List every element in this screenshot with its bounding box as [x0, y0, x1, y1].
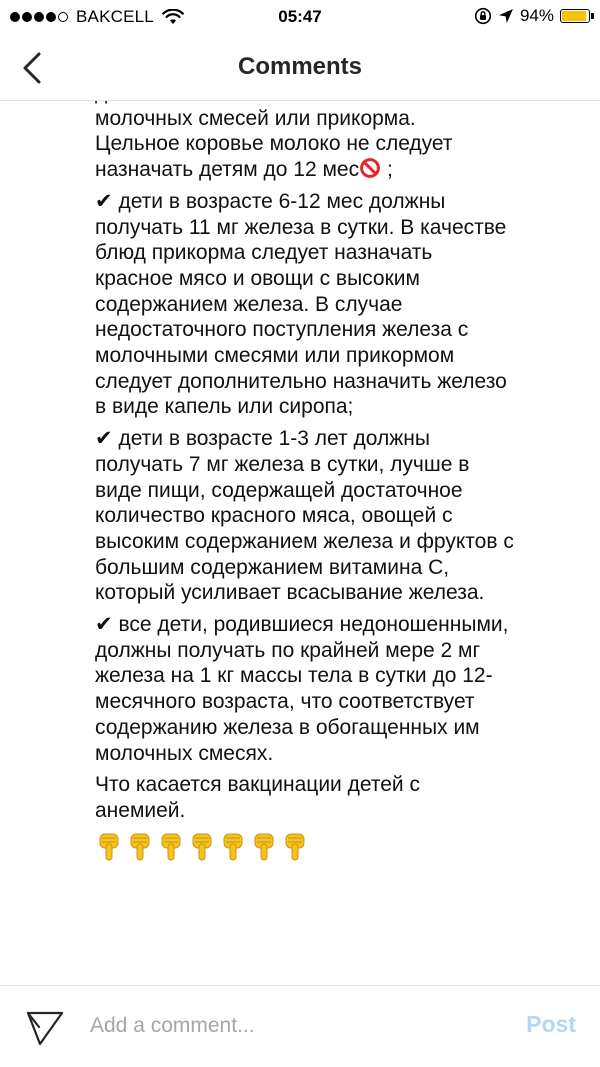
location-arrow-icon — [498, 8, 514, 24]
comment-line-tail: ; — [381, 158, 393, 182]
comment-line: молочных смесей или прикорма. — [95, 106, 416, 130]
comment-text — [95, 80, 515, 862]
pointing-down-hand-icon — [188, 832, 216, 862]
battery-percent: 94% — [519, 6, 554, 25]
no-entry-icon — [359, 157, 381, 179]
pointing-emoji-row — [95, 832, 515, 862]
battery-fill — [562, 11, 586, 21]
page-title: Comments — [237, 53, 363, 80]
comment-paragraph — [95, 426, 515, 606]
paragraph-text: дети в возрасте 1-3 лет должны получать 7 мг железа в сутки, лучше в виде пищи, содержащей достаточное количество красного мяса, овощей с высоким содержанием железа и фруктов с большим содержанием витамина С, который усиливает всасывание железа. — [95, 427, 514, 605]
comment-input[interactable] — [90, 1008, 490, 1044]
carrier-name: BAKCELL — [76, 7, 154, 26]
pointing-down-hand-icon — [281, 832, 309, 862]
pointing-down-hand-icon — [157, 832, 185, 862]
navigation-bar — [0, 36, 600, 101]
status-bar — [0, 0, 600, 36]
comment-paragraph — [95, 189, 515, 420]
paragraph-text: все дети, родившиеся недоношенными, должны получать по крайней мере 2 мг железа на 1 кг массы тела в сутки до 12-месячного возраста, что соответствует содержанию железа в обогащенных им молочных смесях. — [95, 613, 509, 765]
paragraph-text: дети в возрасте 6-12 мес должны получать 11 мг железа в сутки. В качестве блюд прикорма следует назначать красное мясо и овощи с высоким содержанием железа. В случае недостаточного поступления железа с молочными смесями или прикормом следует дополнительно назначить железо в виде капель или сиропа; — [95, 189, 507, 419]
status-right — [474, 6, 590, 26]
comment-composer — [0, 985, 600, 1067]
battery-icon — [560, 9, 590, 23]
comment-paragraph — [95, 772, 515, 823]
paragraph-text: Что касается вакцинации детей с анемией. — [95, 773, 420, 822]
post-button[interactable]: Post — [526, 1011, 576, 1037]
comment-paragraph — [95, 106, 515, 183]
status-time: 05:47 — [278, 7, 322, 26]
send-paper-plane-icon[interactable] — [26, 1010, 64, 1046]
battery-nub — [591, 13, 594, 19]
comment-line: Цельное коровье молоко не следует — [95, 132, 453, 156]
checkmark-icon: ✔ — [95, 427, 113, 451]
pointing-down-hand-icon — [126, 832, 154, 862]
checkmark-icon: ✔ — [95, 189, 113, 213]
orientation-lock-icon — [474, 7, 492, 25]
pointing-down-hand-icon — [250, 832, 278, 862]
pointing-down-hand-icon — [95, 832, 123, 862]
checkmark-icon: ✔ — [95, 613, 113, 637]
comments-list[interactable] — [0, 80, 600, 980]
comment-line: назначать детям до 12 мес — [95, 158, 360, 182]
pointing-down-hand-icon — [219, 832, 247, 862]
comment-paragraph — [95, 612, 515, 766]
